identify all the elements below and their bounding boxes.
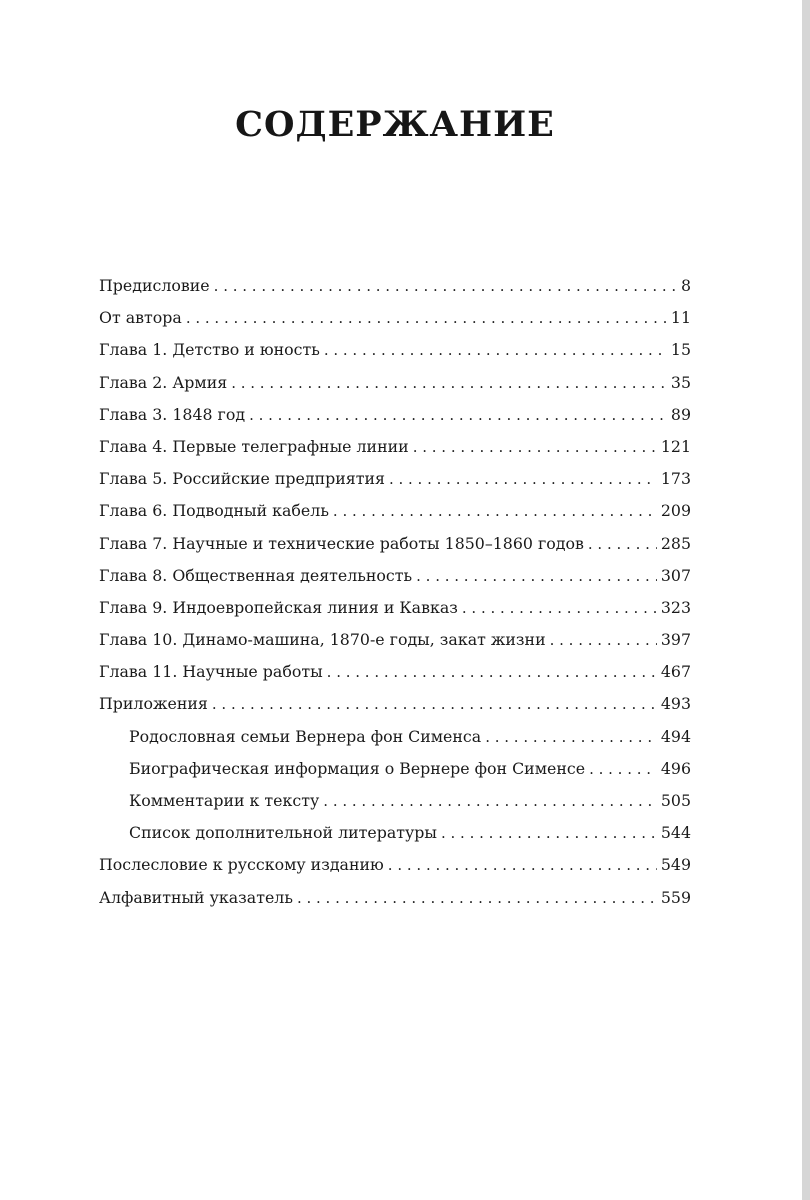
dot-leader [214,270,677,302]
toc-entry-page: 493 [660,694,691,714]
toc-entry-commentary[interactable] [99,785,691,817]
toc-entry-page: 496 [660,758,691,778]
toc-entry-label: Алфавитный указатель [99,887,293,907]
toc-entry-label: Послесловие к русскому изданию [99,855,384,875]
toc-entry-appendices[interactable] [99,688,691,720]
toc-entry-chapter-3[interactable] [99,399,691,431]
toc-entry-chapter-10[interactable] [99,624,691,656]
toc-entry-index[interactable] [99,882,691,914]
toc-entry-label: Родословная семьи Вернера фон Сименса [129,726,482,746]
dot-leader [588,528,657,560]
toc-entry-page: 307 [660,565,691,585]
toc-entry-label: Глава 2. Армия [99,372,228,392]
toc-entry-label: От автора [99,308,182,328]
toc-entry-page: 285 [660,533,691,553]
dot-leader [416,560,657,592]
toc-entry-chapter-7[interactable] [99,528,691,560]
dot-leader [231,367,667,399]
dot-leader [485,721,657,753]
toc-entry-page: 15 [670,340,691,360]
toc-entry-further-reading[interactable] [99,817,691,849]
toc-entry-label: Глава 9. Индоевропейская линия и Кавказ [99,597,458,617]
toc-entry-page: 544 [660,823,691,843]
toc-entry-label: Глава 11. Научные работы [99,662,323,682]
toc-entry-page: 323 [660,597,691,617]
toc-entry-chapter-5[interactable] [99,463,691,495]
dot-leader [589,753,657,785]
dot-leader [441,817,657,849]
toc-entry-page: 467 [660,662,691,682]
toc-entry-chapter-8[interactable] [99,560,691,592]
dot-leader [550,624,657,656]
toc-entry-chapter-2[interactable] [99,367,691,399]
dot-leader [323,785,657,817]
toc-entry-page: 559 [660,887,691,907]
toc-entry-afterword[interactable] [99,849,691,881]
toc-entry-chapter-4[interactable] [99,431,691,463]
toc-entry-chapter-6[interactable] [99,495,691,527]
toc-entry-page: 494 [660,726,691,746]
toc-entry-page: 11 [670,308,691,328]
dot-leader [413,431,657,463]
page-edge-shadow [802,0,810,1200]
toc-entry-family-tree[interactable] [99,721,691,753]
toc-entry-chapter-1[interactable] [99,334,691,366]
toc-entry-label: Биографическая информация о Вернере фон Сименсе [129,758,586,778]
toc-entry-preface[interactable] [99,270,691,302]
toc-entry-label: Комментарии к тексту [129,791,320,810]
toc-entry-page: 121 [660,436,691,456]
toc-entry-label: Глава 1. Детство и юность [99,340,320,360]
dot-leader [333,495,657,527]
toc-entry-chapter-9[interactable] [99,592,691,624]
toc-entry-label: Глава 3. 1848 год [99,404,246,424]
toc-entry-page: 8 [680,276,691,295]
dot-leader [324,334,667,366]
dot-leader [212,688,657,720]
toc-entry-label: Глава 8. Общественная деятельность [99,565,413,585]
table-of-contents [99,270,691,914]
toc-entry-page: 89 [670,404,691,424]
dot-leader [297,882,657,914]
dot-leader [462,592,657,624]
toc-entry-page: 397 [660,630,691,650]
toc-entry-page: 35 [670,372,691,392]
toc-entry-label: Глава 4. Первые телеграфные линии [99,436,409,456]
toc-entry-label: Глава 7. Научные и технические работы 1850–1860 годов [99,533,584,553]
toc-entry-label: Приложения [99,694,208,714]
dot-leader [186,302,667,334]
toc-entry-label: Глава 6. Подводный кабель [99,501,329,521]
page-title: СОДЕРЖАНИЕ [235,104,555,145]
dot-leader [388,849,657,881]
dot-leader [389,463,657,495]
toc-entry-chapter-11[interactable] [99,656,691,688]
toc-entry-label: Список дополнительной литературы [129,823,437,843]
toc-entry-page: 209 [660,501,691,521]
toc-entry-label: Предисловие [99,276,210,295]
dot-leader [249,399,667,431]
toc-entry-biographical-info[interactable] [99,753,691,785]
toc-entry-label: Глава 10. Динамо-машина, 1870-е годы, закат жизни [99,630,546,650]
toc-entry-from-author[interactable] [99,302,691,334]
toc-entry-page: 173 [660,469,691,489]
dot-leader [327,656,657,688]
toc-entry-page: 505 [660,791,691,810]
toc-entry-page: 549 [660,855,691,875]
toc-entry-label: Глава 5. Российские предприятия [99,469,385,489]
